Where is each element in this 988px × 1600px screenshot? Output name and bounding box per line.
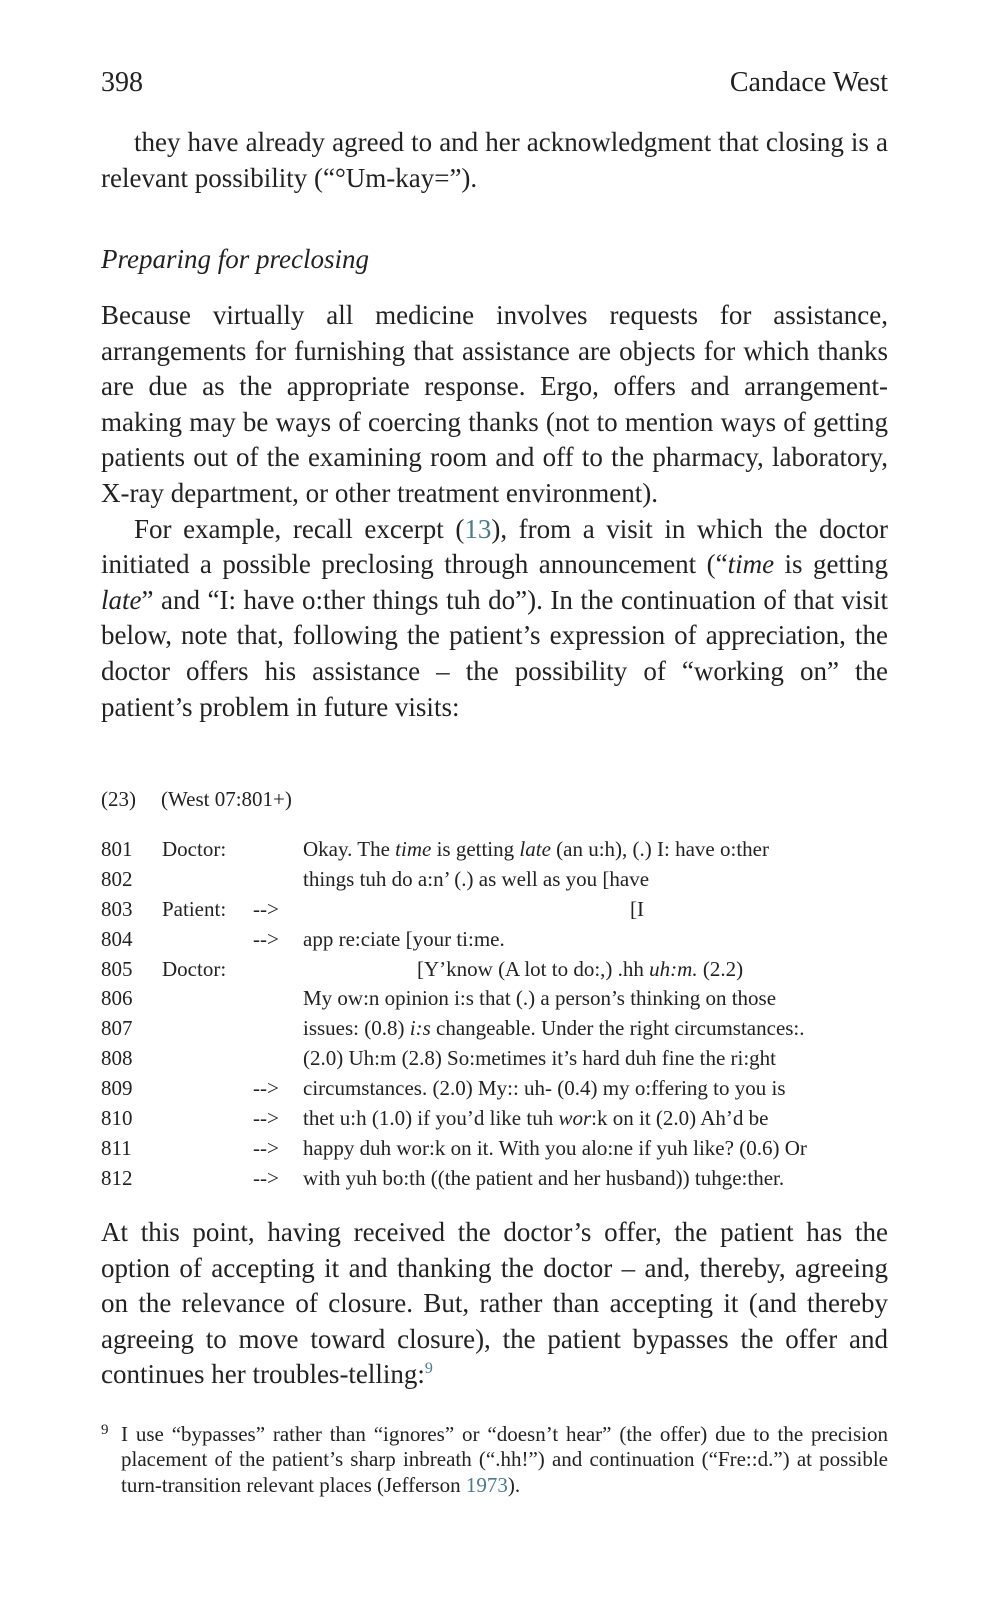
- transcript-line: [101, 1014, 888, 1044]
- utterance-text: thet u:h (1.0) if you’d like tuh: [303, 1106, 559, 1131]
- jefferson-ref-link[interactable]: 1973: [465, 1472, 508, 1497]
- arrow-marker: -->: [253, 1135, 279, 1160]
- transcript-line: [101, 1164, 888, 1194]
- excerpt-ref-link[interactable]: 13: [464, 513, 492, 544]
- utterance-text: changeable. Under the right circumstances:.: [430, 1016, 805, 1041]
- utterance: [303, 1134, 807, 1164]
- utterance-text: Okay. The: [303, 837, 396, 861]
- example-number: (23): [101, 787, 136, 811]
- paragraph-continued-text: they have already agreed to and her acknowledgment that closing is a relevant possibility (“°Um-kay=”).: [101, 127, 888, 193]
- arrow-marker: -->: [253, 1165, 279, 1190]
- paragraph-3-text: At this point, having received the doctor’s offer, the patient has the option of accepting it and thanking the doctor – and, thereby, agreeing on the relevance of closure. But, rather than accepting it (and thereby agreeing to move toward closure), the patient bypasses the offer and continues her troubles-telling:: [101, 1217, 888, 1390]
- page-number: 398: [101, 67, 143, 98]
- utterance-text: (2.2): [697, 956, 744, 981]
- transcript: [101, 835, 888, 1194]
- running-head-author: Candace West: [729, 67, 888, 98]
- line-number: 811: [101, 1135, 132, 1160]
- body-paragraphs: [101, 298, 888, 725]
- utterance: [303, 1014, 805, 1044]
- utterance: [303, 984, 776, 1014]
- transcript-line: [101, 895, 888, 925]
- paragraph-3: [101, 1215, 888, 1393]
- utterance-text: (2.0) Uh:m (2.8) So:metimes it’s hard duh fine the ri:ght: [303, 1046, 777, 1071]
- example-label: [101, 785, 292, 813]
- utterance: [303, 1104, 768, 1134]
- p2-text-d: ” and “I: have o:ther things tuh do”). In the continuation of that visit below, note that, following the patient’s expression of appreciation, the doctor offers his assistance – the possibility of “working on” the patient’s problem in future visits:: [101, 584, 888, 722]
- utterance-italic: wor: [558, 1106, 592, 1131]
- transcript-line: [101, 1134, 888, 1164]
- utterance-text: My ow:n opinion i:s that (.) a person’s thinking on those: [303, 986, 777, 1011]
- utterance: [303, 1164, 784, 1194]
- utterance: [303, 1074, 786, 1104]
- transcript-line: [101, 955, 888, 985]
- line-number: 803: [101, 896, 133, 921]
- line-number: 812: [101, 1165, 133, 1190]
- utterance-text: app re:ciate [your ti:me.: [303, 926, 505, 951]
- speaker-label: Doctor:: [162, 956, 227, 981]
- paragraph-2: [101, 512, 888, 726]
- p2-italic-late: late: [101, 584, 142, 615]
- utterance: [303, 955, 743, 985]
- paragraph-continued: [101, 125, 888, 196]
- footnote-body: I use “bypasses” rather than “ignores” or “doesn’t hear” (the offer) due to the precision placement of the patient’s sharp inbreath (“.hh!”) and continuation (“Fre::d.”) at possible turn-transition relevant places (Jefferson: [121, 1422, 888, 1497]
- transcript-line: [101, 1074, 888, 1104]
- utterance-text: happy duh wor:k on it. With you alo:ne if yuh like? (0.6) Or: [303, 1135, 807, 1160]
- line-number: 809: [101, 1076, 133, 1101]
- utterance-text: with yuh bo:th ((the patient and her husband)) tuhge:ther.: [303, 1165, 785, 1190]
- utterance: [303, 925, 505, 955]
- transcript-line: [101, 1104, 888, 1134]
- footnote-mark: 9: [101, 1422, 109, 1438]
- utterance-text: :k on it (2.0) Ah’d be: [591, 1106, 769, 1131]
- line-number: 804: [101, 926, 133, 951]
- p2-text-c: is getting: [774, 549, 888, 580]
- footnote-ref-link[interactable]: 9: [424, 1360, 433, 1378]
- utterance-text: (an u:h), (.) I: have o:ther: [550, 837, 769, 861]
- transcript-line: [101, 984, 888, 1014]
- p2-italic-time: time: [727, 549, 775, 580]
- arrow-marker: -->: [253, 1106, 279, 1131]
- footnote-end: ).: [507, 1472, 521, 1497]
- transcript-line: [101, 865, 888, 895]
- p2-text-b: ), from a visit in which the doctor initiated a possible preclosing through announcement (“: [101, 513, 889, 580]
- utterance: [303, 835, 769, 865]
- utterance-italic: late: [519, 837, 551, 861]
- speaker-label: Doctor:: [162, 837, 227, 861]
- example-source: (West 07:801+): [161, 787, 292, 811]
- section-heading: Preparing for preclosing: [101, 244, 369, 274]
- paragraph-1: Because virtually all medicine involves requests for assistance, arrangements for furnishing that assistance are objects for which thanks are due as the appropriate response. Ergo, offers and arrangement-making may be ways of coercing thanks (not to mention ways of getting patients out of the examining room and off to the pharmacy, laboratory, X-ray department, or other treatment environment).: [101, 300, 888, 508]
- utterance-text: issues: (0.8): [303, 1016, 410, 1041]
- line-number: 805: [101, 956, 133, 981]
- line-number: 807: [101, 1016, 133, 1041]
- transcript-line: [101, 835, 888, 865]
- utterance-italic: uh:m.: [649, 956, 698, 981]
- footnote-text: [121, 1422, 888, 1498]
- transcript-line: [101, 1044, 888, 1074]
- arrow-marker: -->: [253, 926, 279, 951]
- p2-text-a: For example, recall excerpt (: [134, 513, 465, 544]
- transcript-line: [101, 925, 888, 955]
- utterance-text: [I: [630, 896, 644, 921]
- utterance-italic: time: [395, 837, 432, 861]
- utterance-text: [Y’know (A lot to do:,) .hh: [417, 956, 650, 981]
- utterance-text: things tuh do a:n’ (.) as well as you [have: [303, 866, 650, 891]
- line-number: 808: [101, 1046, 133, 1071]
- utterance-text: is getting: [431, 837, 520, 861]
- line-number: 802: [101, 866, 133, 891]
- footnote: [101, 1422, 888, 1498]
- line-number: 806: [101, 986, 133, 1011]
- line-number: 801: [101, 837, 133, 861]
- utterance: [303, 895, 644, 925]
- utterance-italic: i:s: [409, 1016, 431, 1041]
- line-number: 810: [101, 1106, 133, 1131]
- arrow-marker: -->: [253, 896, 279, 921]
- utterance: [303, 865, 649, 895]
- speaker-label: Patient:: [162, 896, 227, 921]
- utterance-text: circumstances. (2.0) My:: uh- (0.4) my o:ffering to you is: [303, 1076, 786, 1101]
- arrow-marker: -->: [253, 1076, 279, 1101]
- utterance: [303, 1044, 776, 1074]
